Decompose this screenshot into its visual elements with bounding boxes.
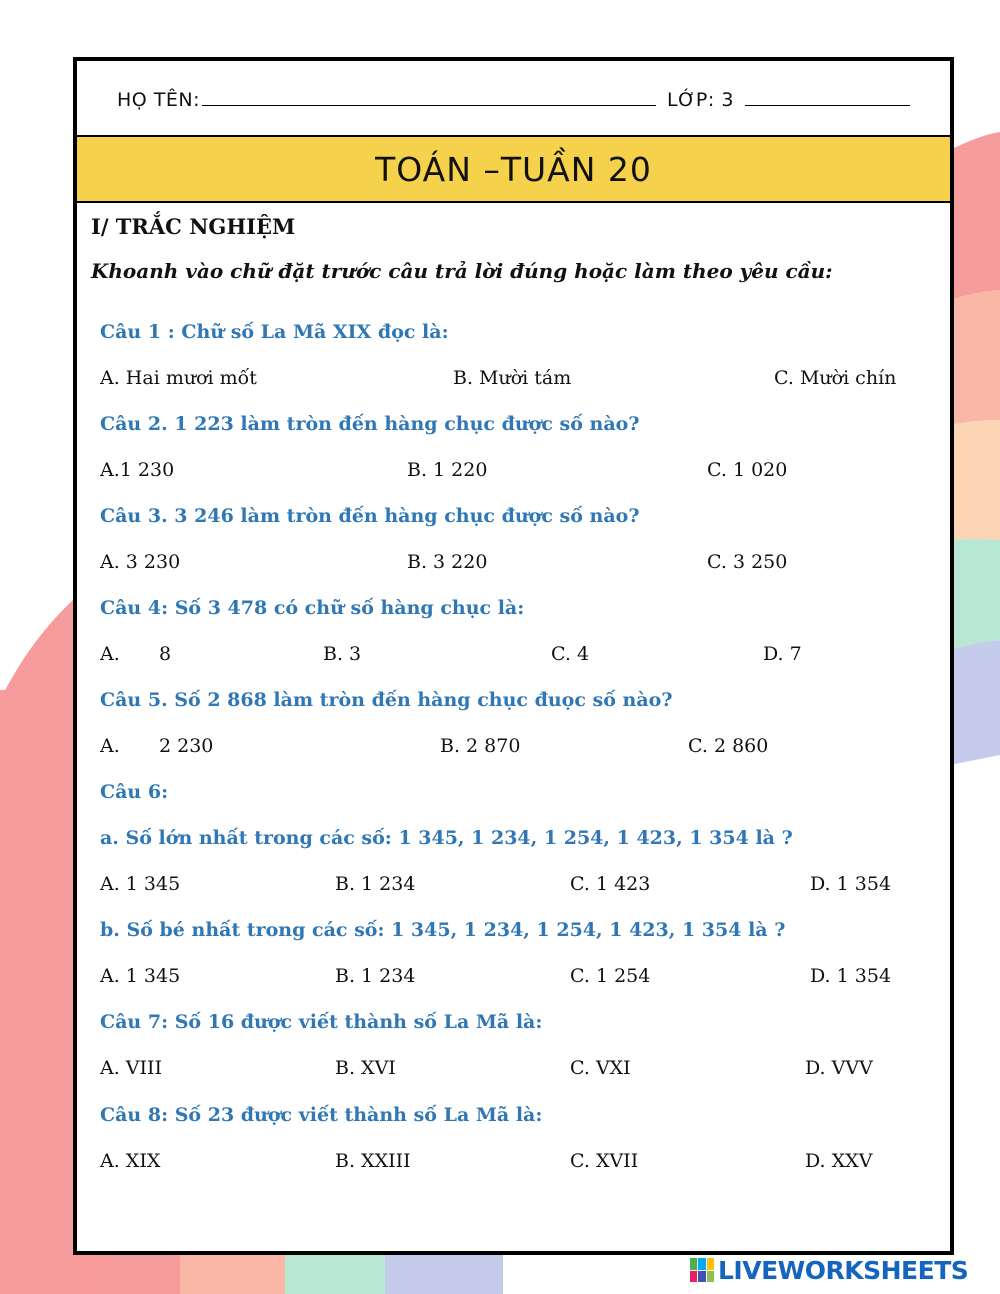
question-5: Câu 5. Số 2 868 làm tròn đến hàng chục đuọc số nào? bbox=[100, 689, 673, 711]
q7-option-c[interactable]: C. VXI bbox=[570, 1057, 631, 1079]
q1-option-b[interactable]: B. Mười tám bbox=[453, 367, 572, 389]
title-bar bbox=[77, 137, 950, 203]
q8-option-a[interactable]: A. XIX bbox=[100, 1150, 161, 1172]
class-label: LỚP: 3 bbox=[667, 89, 734, 111]
class-input-line[interactable] bbox=[745, 105, 910, 106]
question-3: Câu 3. 3 246 làm tròn đến hàng chục được số nào? bbox=[100, 505, 640, 527]
q6b-option-b[interactable]: B. 1 234 bbox=[335, 965, 416, 987]
q8-option-c[interactable]: C. XVII bbox=[570, 1150, 639, 1172]
q3-option-b[interactable]: B. 3 220 bbox=[407, 551, 488, 573]
section-title: I/ TRẮC NGHIỆM bbox=[91, 214, 296, 239]
q5-option-a[interactable]: A. bbox=[100, 735, 120, 757]
question-6b: b. Số bé nhất trong các số: 1 345, 1 234, 1 254, 1 423, 1 354 là ? bbox=[100, 919, 786, 941]
q4-option-a[interactable]: A. bbox=[100, 643, 120, 665]
q2-option-b[interactable]: B. 1 220 bbox=[407, 459, 488, 481]
question-1: Câu 1 : Chữ số La Mã XIX đọc là: bbox=[100, 321, 449, 343]
q4-option-d[interactable]: D. 7 bbox=[763, 643, 802, 665]
liveworksheets-logo[interactable] bbox=[690, 1255, 968, 1285]
q5-option-c[interactable]: C. 2 860 bbox=[688, 735, 769, 757]
q1-option-a[interactable]: A. Hai mươi mốt bbox=[100, 367, 257, 389]
name-input-line[interactable] bbox=[202, 105, 656, 106]
q6a-option-c[interactable]: C. 1 423 bbox=[570, 873, 651, 895]
q4-option-a-value[interactable]: 8 bbox=[159, 643, 172, 665]
header-row bbox=[77, 61, 950, 137]
q4-option-c[interactable]: C. 4 bbox=[551, 643, 590, 665]
page-title: TOÁN –TUẦN 20 bbox=[375, 149, 652, 189]
q8-option-b[interactable]: B. XXIII bbox=[335, 1150, 411, 1172]
instruction: Khoanh vào chữ đặt trước câu trả lời đúng hoặc làm theo yêu cầu: bbox=[91, 259, 833, 283]
question-2: Câu 2. 1 223 làm tròn đến hàng chục được số nào? bbox=[100, 413, 640, 435]
q7-option-b[interactable]: B. XVI bbox=[335, 1057, 396, 1079]
question-6: Câu 6: bbox=[100, 781, 169, 803]
q7-option-a[interactable]: A. VIII bbox=[100, 1057, 163, 1079]
q8-option-d[interactable]: D. XXV bbox=[805, 1150, 873, 1172]
logo-blocks-icon bbox=[690, 1258, 714, 1282]
question-4: Câu 4: Số 3 478 có chữ số hàng chục là: bbox=[100, 597, 525, 619]
question-6a: a. Số lớn nhất trong các số: 1 345, 1 234, 1 254, 1 423, 1 354 là ? bbox=[100, 827, 793, 849]
q1-option-c[interactable]: C. Mười chín bbox=[774, 367, 897, 389]
q6a-option-b[interactable]: B. 1 234 bbox=[335, 873, 416, 895]
q6a-option-a[interactable]: A. 1 345 bbox=[100, 873, 181, 895]
worksheet bbox=[73, 57, 954, 1255]
q6b-option-a[interactable]: A. 1 345 bbox=[100, 965, 181, 987]
q7-option-d[interactable]: D. VVV bbox=[805, 1057, 873, 1079]
logo-text: LIVEWORKSHEETS bbox=[718, 1255, 969, 1285]
q2-option-a[interactable]: A.1 230 bbox=[100, 459, 175, 481]
q4-option-b[interactable]: B. 3 bbox=[323, 643, 362, 665]
q5-option-a-value[interactable]: 2 230 bbox=[159, 735, 214, 757]
q6a-option-d[interactable]: D. 1 354 bbox=[810, 873, 892, 895]
q2-option-c[interactable]: C. 1 020 bbox=[707, 459, 788, 481]
q6b-option-c[interactable]: C. 1 254 bbox=[570, 965, 651, 987]
q3-option-c[interactable]: C. 3 250 bbox=[707, 551, 788, 573]
q5-option-b[interactable]: B. 2 870 bbox=[440, 735, 521, 757]
question-8: Câu 8: Số 23 được viết thành số La Mã là: bbox=[100, 1104, 543, 1126]
q3-option-a[interactable]: A. 3 230 bbox=[100, 551, 181, 573]
question-7: Câu 7: Số 16 được viết thành số La Mã là: bbox=[100, 1011, 543, 1033]
name-label: HỌ TÊN: bbox=[117, 89, 201, 111]
q6b-option-d[interactable]: D. 1 354 bbox=[810, 965, 892, 987]
